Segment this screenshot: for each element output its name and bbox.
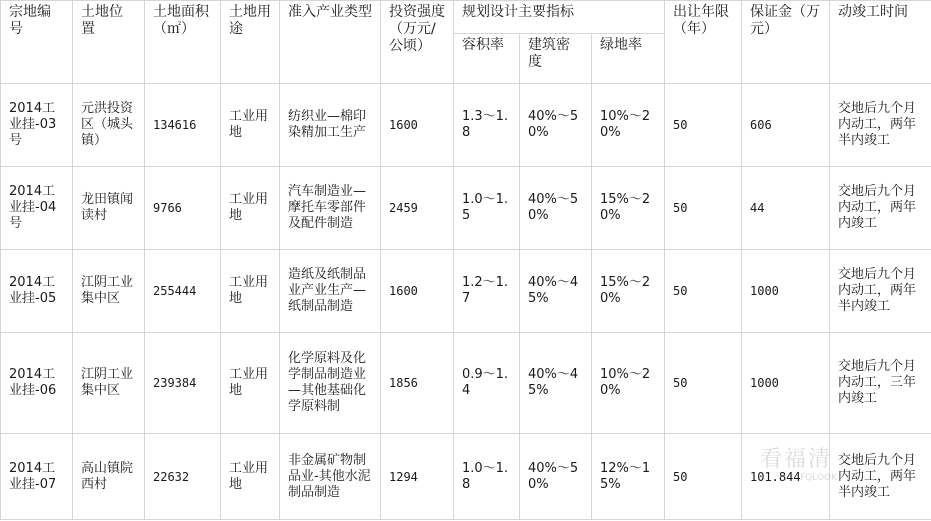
cell-term: 50: [665, 333, 742, 434]
cell-area: 9766: [145, 167, 221, 250]
cell-area: 255444: [145, 250, 221, 333]
cell-far: 1.2～1.7: [454, 250, 520, 333]
cell-use: 工业用地: [221, 434, 280, 520]
cell-density: 40%～50%: [520, 434, 592, 520]
cell-green: 10%～20%: [592, 333, 665, 434]
cell-term: 50: [665, 167, 742, 250]
cell-industry: 汽车制造业—摩托车零部件及配件制造: [280, 167, 381, 250]
header-far: 容积率: [454, 34, 520, 84]
watermark-text: 看福清: [760, 447, 833, 472]
table-row: [1, 250, 931, 333]
cell-investment: 1294: [381, 434, 454, 520]
cell-investment: 1600: [381, 84, 454, 167]
cell-parcel-no: 2014工业挂-05: [1, 250, 73, 333]
header-use: 土地用途: [221, 1, 280, 84]
header-density: 建筑密度: [520, 34, 592, 84]
table-row: [1, 167, 931, 250]
cell-use: 工业用地: [221, 84, 280, 167]
cell-far: 1.0～1.5: [454, 167, 520, 250]
cell-schedule: 交地后九个月内动工，两年内竣工: [830, 167, 931, 250]
cell-industry: 化学原料及化学制品制造业—其他基础化学原料制: [280, 333, 381, 434]
cell-deposit: 606: [742, 84, 830, 167]
cell-density: 40%～45%: [520, 333, 592, 434]
header-area: 土地面积（㎡）: [145, 1, 221, 84]
cell-term: 50: [665, 84, 742, 167]
header-schedule: 动竣工时间: [830, 1, 931, 84]
table-row: [1, 434, 931, 520]
header-investment: 投资强度（万元/公顷）: [381, 1, 454, 84]
cell-parcel-no: 2014工业挂-04号: [1, 167, 73, 250]
cell-parcel-no: 2014工业挂-03号: [1, 84, 73, 167]
cell-far: 0.9～1.4: [454, 333, 520, 434]
header-term: 出让年限（年）: [665, 1, 742, 84]
cell-schedule: 交地后九个月内动工，两年半内竣工: [830, 84, 931, 167]
cell-density: 40%～50%: [520, 84, 592, 167]
cell-location: 江阴工业集中区: [73, 333, 145, 434]
header-industry: 准入产业类型: [280, 1, 381, 84]
cell-deposit: 1000: [742, 333, 830, 434]
cell-investment: 1856: [381, 333, 454, 434]
watermark-subtext: FQLOOK: [800, 473, 838, 483]
cell-green: 10%～20%: [592, 84, 665, 167]
cell-use: 工业用地: [221, 250, 280, 333]
header-parcel-no: 宗地编号: [1, 1, 73, 84]
cell-location: 高山镇院西村: [73, 434, 145, 520]
cell-deposit: 1000: [742, 250, 830, 333]
cell-investment: 1600: [381, 250, 454, 333]
cell-location: 元洪投资区（城头镇）: [73, 84, 145, 167]
cell-far: 1.3～1.8: [454, 84, 520, 167]
header-green: 绿地率: [592, 34, 665, 84]
cell-location: 江阴工业集中区: [73, 250, 145, 333]
cell-area: 134616: [145, 84, 221, 167]
cell-term: 50: [665, 434, 742, 520]
cell-green: 15%～20%: [592, 167, 665, 250]
cell-green: 15%～20%: [592, 250, 665, 333]
cell-deposit: 44: [742, 167, 830, 250]
table-row: [1, 333, 931, 434]
cell-density: 40%～45%: [520, 250, 592, 333]
cell-parcel-no: 2014工业挂-07: [1, 434, 73, 520]
cell-industry: 造纸及纸制品业产业生产—纸制品制造: [280, 250, 381, 333]
header-deposit: 保证金（万元）: [742, 1, 830, 84]
table-row: [1, 84, 931, 167]
cell-area: 239384: [145, 333, 221, 434]
cell-investment: 2459: [381, 167, 454, 250]
cell-schedule: 交地后九个月内动工，三年内竣工: [830, 333, 931, 434]
cell-location: 龙田镇闻读村: [73, 167, 145, 250]
cell-parcel-no: 2014工业挂-06: [1, 333, 73, 434]
cell-term: 50: [665, 250, 742, 333]
cell-density: 40%～50%: [520, 167, 592, 250]
header-planning-group: 规划设计主要指标: [454, 1, 665, 34]
cell-schedule: 交地后九个月内动工，两年半内竣工: [830, 250, 931, 333]
cell-use: 工业用地: [221, 167, 280, 250]
cell-area: 22632: [145, 434, 221, 520]
cell-use: 工业用地: [221, 333, 280, 434]
cell-industry: 纺织业—棉印染精加工生产: [280, 84, 381, 167]
cell-far: 1.0～1.8: [454, 434, 520, 520]
cell-industry: 非金属矿物制品业-其他水泥制品制造: [280, 434, 381, 520]
cell-deposit: 101.844: [742, 434, 830, 520]
cell-green: 12%～15%: [592, 434, 665, 520]
header-location: 土地位置: [73, 1, 145, 84]
cell-schedule: 交地后九个月内动工，两年半内竣工: [830, 434, 931, 520]
